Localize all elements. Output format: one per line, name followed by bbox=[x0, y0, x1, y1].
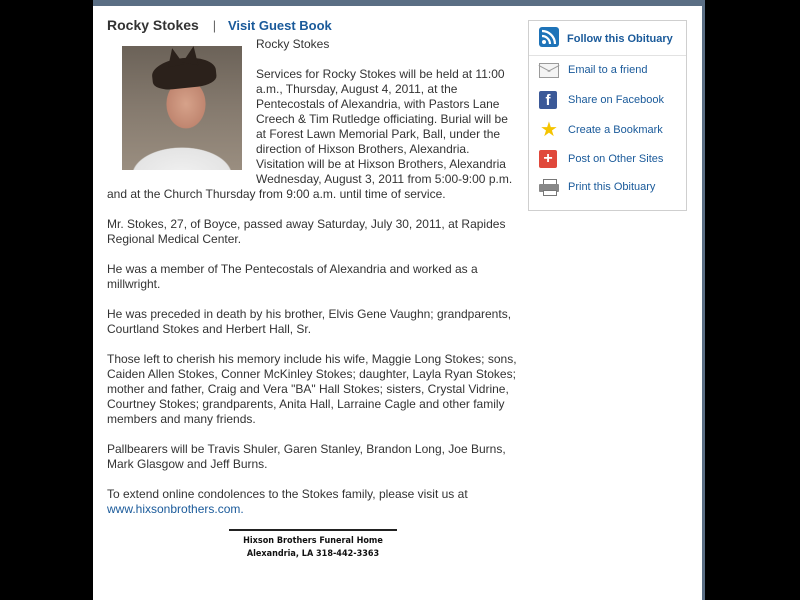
star-icon: ★ bbox=[540, 119, 558, 141]
obituary-paragraph: Pallbearers will be Travis Shuler, Garen Stanley, Brandon Long, Joe Burns, Mark Glasgow and Jeff Burns. bbox=[107, 442, 506, 471]
obituary-page bbox=[93, 0, 705, 600]
obituary-paragraph: Those left to cherish his memory include his wife, Maggie Long Stokes; sons, Caiden Allen Stokes, Conner McKinley Stokes; daughter, Layla Ryan Stokes; mother and father, Craig and Vera "BA" Hall Stokes; sisters, Crystal Vidrine, Courtney Stokes; grandparents, Anita Hall, Larraine Cagle and other family members and many friends. bbox=[107, 352, 517, 426]
post-other-sites-button[interactable] bbox=[529, 149, 686, 171]
email-friend-button[interactable] bbox=[529, 60, 686, 82]
obituary-paragraph: He was a member of The Pentecostals of Alexandria and worked as a millwright. bbox=[107, 262, 478, 291]
footer-divider bbox=[229, 529, 397, 531]
share-facebook-label: Share on Facebook bbox=[568, 94, 665, 106]
create-bookmark-label: Create a Bookmark bbox=[568, 124, 663, 136]
right-edge-bar bbox=[702, 0, 705, 600]
print-obituary-label: Print this Obituary bbox=[568, 181, 656, 193]
follow-obituary-button[interactable] bbox=[529, 21, 686, 56]
obituary-paragraph: Services for Rocky Stokes will be held at 11:00 a.m., Thursday, August 4, 2011, at the Pentecostals of Alexandria, with Pastors Lane Creech & Tim Rutledge officiating. Burial will be at Forest Lawn Memorial Park, Ball, under the direction of Hixson Brothers, Alexandria. Visitation will be at Hixson Brothers, Alexandria Wednesday, August 3, 2011 from 5:00-9:00 p.m. and at the Church Thursday from 9:00 a.m. until time of service. bbox=[107, 67, 513, 201]
funeral-home-name: Hixson Brothers Funeral Home bbox=[243, 536, 383, 546]
create-bookmark-button[interactable] bbox=[529, 120, 686, 142]
post-other-sites-label: Post on Other Sites bbox=[568, 153, 664, 165]
condolence-text: To extend online condolences to the Stokes family, please visit us at bbox=[107, 487, 468, 501]
header-separator: | bbox=[212, 18, 217, 33]
share-facebook-button[interactable] bbox=[529, 90, 686, 112]
rss-icon bbox=[539, 27, 559, 47]
mail-icon bbox=[539, 63, 559, 78]
funeral-home-website-link[interactable]: www.hixsonbrothers.com. bbox=[107, 502, 244, 516]
obituary-paragraph: Mr. Stokes, 27, of Boyce, passed away Saturday, July 30, 2011, at Rapides Regional Medical Center. bbox=[107, 217, 506, 246]
print-obituary-button[interactable] bbox=[529, 177, 686, 199]
funeral-home-phone: Alexandria, LA 318-442-3363 bbox=[246, 549, 380, 559]
obituary-lead-name: Rocky Stokes bbox=[256, 37, 330, 51]
email-friend-label: Email to a friend bbox=[568, 64, 648, 76]
plus-icon: + bbox=[539, 150, 557, 168]
obituary-body bbox=[107, 37, 521, 532]
top-bar bbox=[93, 0, 705, 6]
follow-obituary-label: Follow this Obituary bbox=[567, 33, 673, 45]
obituary-header bbox=[107, 17, 332, 33]
visit-guest-book-link[interactable]: Visit Guest Book bbox=[228, 18, 332, 33]
obituary-paragraph: He was preceded in death by his brother, Elvis Gene Vaughn; grandparents, Courtland Stokes and Herbert Hall, Sr. bbox=[107, 307, 512, 336]
condolence-paragraph bbox=[107, 487, 521, 517]
printer-icon bbox=[539, 179, 559, 195]
funeral-home-signature bbox=[237, 535, 388, 561]
obituary-actions-box bbox=[528, 20, 687, 211]
page-title: Rocky Stokes bbox=[107, 17, 199, 33]
photo-spacer bbox=[107, 37, 256, 187]
facebook-icon: f bbox=[539, 91, 557, 109]
